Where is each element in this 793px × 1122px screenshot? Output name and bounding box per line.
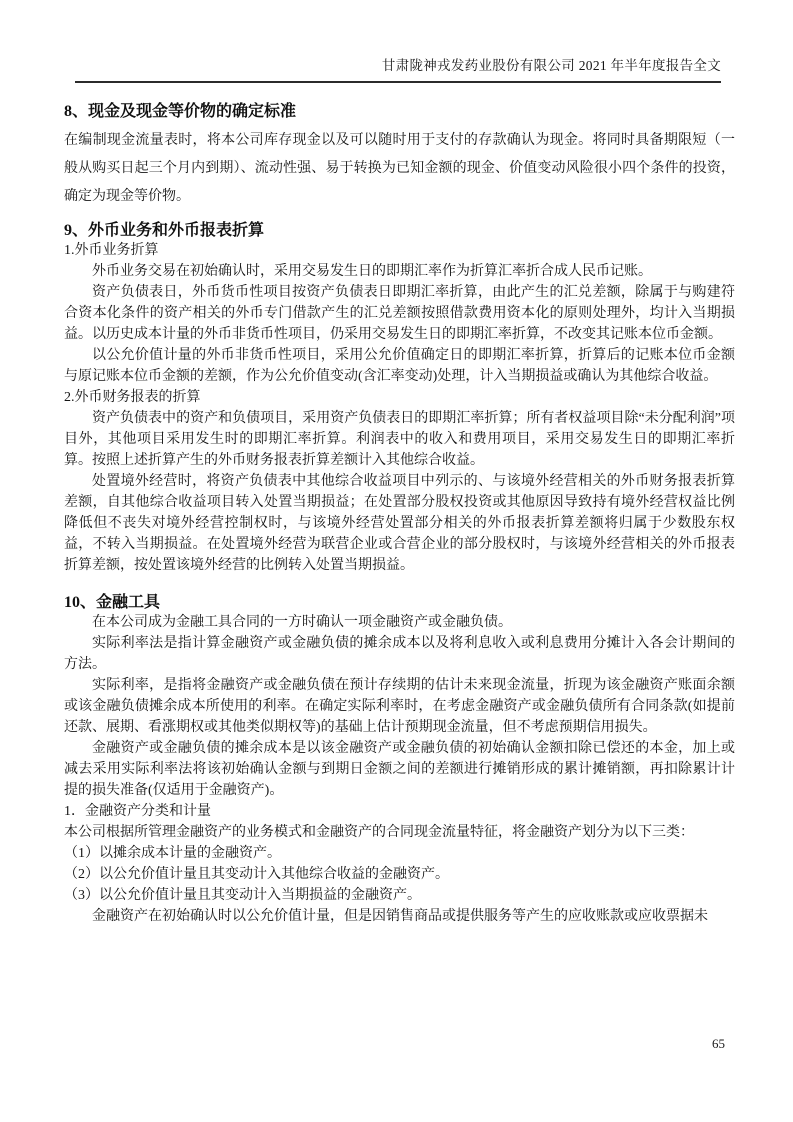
classification-item: （2）以公允价值计量且其变动计入其他综合收益的金融资产。 bbox=[64, 867, 449, 882]
classification-title: 1．金融资产分类和计量 bbox=[64, 804, 211, 819]
page-header bbox=[75, 0, 721, 83]
section-8-paragraph: 在编制现金流量表时，将本公司库存现金以及可以随时用于支付的存款确认为现金。将同时具备期限短（一般从购买日起三个月内到期）、流动性强、易于转换为已知金额的现金、价值变动风险很小四个条件的投资，确定为现金等价物。 bbox=[64, 133, 735, 204]
section-10-paragraph: 实际利率，是指将金融资产或金融负债在预计存续期的估计未来现金流量，折现为该金融资产账面余额或该金融负债摊余成本所使用的利率。在确定实际利率时，在考虑金融资产或金融负债所有合同条款(如提前还款、展期、看涨期权或其他类似期权等)的基础上估计预期现金流量，但不考虑预期信用损失。 bbox=[64, 678, 735, 735]
classification-item: （1）以摊余成本计量的金融资产。 bbox=[64, 846, 281, 861]
section-10-paragraph: 在本公司成为金融工具合同的一方时确认一项金融资产或金融负债。 bbox=[92, 615, 512, 630]
classification-intro: 本公司根据所管理金融资产的业务模式和金融资产的合同现金流量特征，将金融资产划分为以下三类： bbox=[64, 825, 694, 840]
sub-item-1-paragraph: 以公允价值计量的外币非货币性项目，采用公允价值确定日的即期汇率折算，折算后的记账本位币金额与原记账本位币金额的差额，作为公允价值变动(含汇率变动)处理，计入当期损益或确认为其他综合收益。 bbox=[64, 348, 735, 384]
sub-item-2-paragraph: 处置境外经营时，将资产负债表中其他综合收益项目中列示的、与该境外经营相关的外币财务报表折算差额，自其他综合收益项目转入处置当期损益；在处置部分股权投资或其他原因导致持有境外经营权益比例降低但不丧失对境外经营控制权时，与该境外经营处置部分相关的外币报表折算差额将归属于少数股东权益，不转入当期损益。在处置境外经营为联营企业或合营企业的部分股权时，与该境外经营相关的外币报表折算差额，按处置该境外经营的比例转入处置当期损益。 bbox=[64, 474, 735, 573]
page-number: 65 bbox=[712, 1036, 725, 1051]
sub-item-1-paragraph: 外币业务交易在初始确认时，采用交易发生日的即期汇率作为折算汇率折合成人民币记账。 bbox=[92, 264, 652, 279]
section-foreign-currency bbox=[64, 221, 735, 576]
section-9-heading: 9、外币业务和外币报表折算 bbox=[64, 222, 265, 239]
report-header-title: 甘肃陇神戎发药业股份有限公司 2021 年半年度报告全文 bbox=[75, 57, 721, 83]
sub-item-2-paragraph: 资产负债表中的资产和负债项目，采用资产负债表日的即期汇率折算；所有者权益项目除“未分配利润”项目外，其他项目采用发生时的即期汇率折算。利润表中的收入和费用项目，采用交易发生日的即期汇率折算。按照上述折算产生的外币财务报表折算差额计入其他综合收益。 bbox=[64, 411, 735, 468]
section-10-paragraph: 金融资产或金融负债的摊余成本是以该金融资产或金融负债的初始确认金额扣除已偿还的本金，加上或减去采用实际利率法将该初始确认金额与到期日金额之间的差额进行摊销形成的累计摊销额，再扣除累计计提的损失准备(仅适用于金融资产)。 bbox=[64, 741, 735, 798]
classification-item: （3）以公允价值计量且其变动计入当期损益的金融资产。 bbox=[64, 888, 421, 903]
sub-item-2-title: 2.外币财务报表的折算 bbox=[64, 390, 201, 405]
document-body bbox=[64, 102, 735, 927]
section-cash-equivalents bbox=[64, 102, 735, 211]
section-10-paragraph: 实际利率法是指计算金融资产或金融负债的摊余成本以及将利息收入或利息费用分摊计入各会计期间的方法。 bbox=[64, 636, 735, 672]
sub-item-1-title: 1.外币业务折算 bbox=[64, 243, 159, 258]
section-financial-instruments bbox=[64, 593, 735, 927]
section-10-heading: 10、金融工具 bbox=[64, 594, 161, 611]
section-8-heading: 8、现金及现金等价物的确定标准 bbox=[64, 103, 297, 120]
sub-item-1-paragraph: 资产负债表日，外币货币性项目按资产负债表日即期汇率折算，由此产生的汇兑差额，除属于与购建符合资本化条件的资产相关的外币专门借款产生的汇兑差额按照借款费用资本化的原则处理外，均计入当期损益。以历史成本计量的外币非货币性项目，仍采用交易发生日的即期汇率折算，不改变其记账本位币金额。 bbox=[64, 285, 735, 342]
section-10-paragraph: 金融资产在初始确认时以公允价值计量，但是因销售商品或提供服务等产生的应收账款或应收票据未 bbox=[92, 909, 708, 924]
